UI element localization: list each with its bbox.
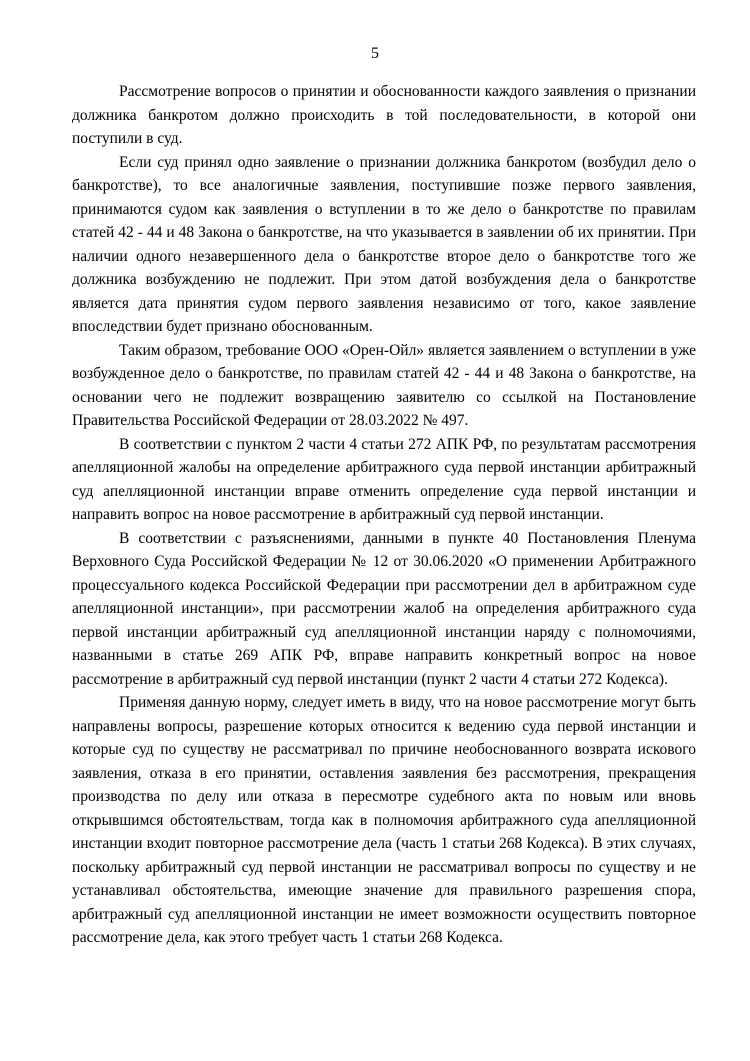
paragraph-5: В соответствии с разъяснениями, данными в пункте 40 Постановления Пленума Верховного Суда Российской Федерации № 12 от 30.06.2020 «О применении Арбитражного процессуального кодекса Российской Федерации при рассмотрении дел в арбитражном суде апелляционной инстанции», при рассмотрении жалоб на определения арбитражного суда первой инстанции арбитражный суд апелляционной инстанции наряду с полномочиями, названными в статье 269 АПК РФ, вправе направить конкретный вопрос на новое рассмотрение в арбитражный суд первой инстанции (пункт 2 части 4 статьи 272 Кодекса).	[72, 529, 696, 688]
paragraph-1: Рассмотрение вопросов о принятии и обоснованности каждого заявления о признании должника банкротом должно происходить в той последовательности, в которой они поступили в суд.	[72, 83, 696, 147]
page-number: 5	[371, 45, 379, 62]
paragraph-4: В соответствии с пунктом 2 части 4 статьи 272 АПК РФ, по результатам рассмотрения апелляционной жалобы на определение арбитражного суда первой инстанции арбитражный суд апелляционной инстанции вправе отменить определение суда первой инстанции и направить вопрос на новое рассмотрение в арбитражный суд первой инстанции.	[72, 435, 696, 523]
paragraph-6: Применяя данную норму, следует иметь в виду, что на новое рассмотрение могут быть направлены вопросы, разрешение которых относится к ведению суда первой инстанции и которые суд по существу не рассматривал по причине необоснованного возврата искового заявления, отказа в его принятии, оставления заявления без рассмотрения, прекращения производства по делу или отказа в пересмотре судебного акта по новым или вновь открывшимся обстоятельствам, тогда как в полномочия арбитражного суда апелляционной инстанции входит повторное рассмотрение дела (часть 1 статьи 268 Кодекса). В этих случаях, поскольку арбитражный суд первой инстанции не рассматривал вопросы по существу и не устанавливал обстоятельства, имеющие значение для правильного разрешения спора, арбитражный суд апелляционной инстанции не имеет возможности осуществить повторное рассмотрение дела, как этого требует часть 1 статьи 268 Кодекса.	[72, 694, 696, 946]
paragraph-2: Если суд принял одно заявление о признании должника банкротом (возбудил дело о банкротстве), то все аналогичные заявления, поступившие позже первого заявления, принимаются судом как заявления о вступлении в то же дело о банкротстве по правилам статей 42 - 44 и 48 Закона о банкротстве, на что указывается в заявлении об их принятии. При наличии одного незавершенного дела о банкротстве второе дело о банкротстве того же должника возбуждению не подлежит. При этом датой возбуждения дела о банкротстве является дата принятия судом первого заявления независимо от того, какое заявление впоследствии будет признано обоснованным.	[72, 153, 696, 335]
document-body	[72, 80, 696, 950]
paragraph-3: Таким образом, требование ООО «Орен-Ойл» является заявлением о вступлении в уже возбужденное дело о банкротстве, по правилам статей 42 - 44 и 48 Закона о банкротстве, на основании чего не подлежит возвращению заявителю со ссылкой на Постановление Правительства Российской Федерации от 28.03.2022 № 497.	[72, 341, 696, 429]
